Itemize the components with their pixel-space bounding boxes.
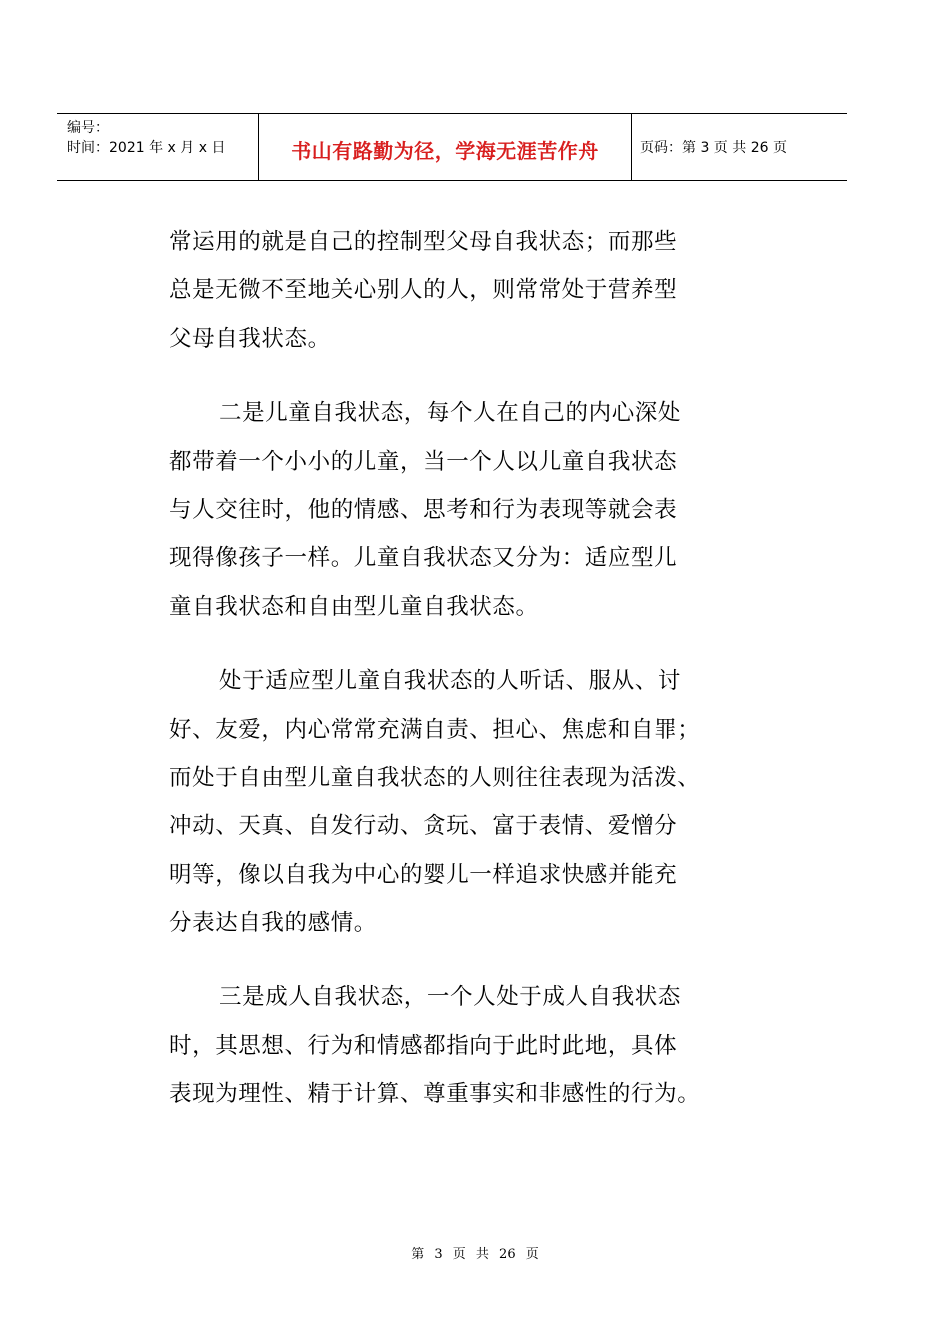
header-page-cell — [632, 114, 847, 180]
text-line-content: 二是儿童自我状态，每个人在自己的内心深处 — [219, 400, 682, 427]
text-line: 好、友爱，内心常常充满自责、担心、焦虑和自罪； — [169, 716, 701, 743]
text-line: 而处于自由型儿童自我状态的人则往往表现为活泼、 — [169, 764, 701, 791]
text-line: 冲动、天真、自发行动、贪玩、富于表情、爱憎分 — [169, 813, 678, 840]
text-line: 明等，像以自我为中心的婴儿一样追求快感并能充 — [169, 861, 678, 888]
text-line-first — [169, 973, 769, 1021]
header-motto: 书山有路勤为径，学海无涯苦作舟 — [291, 138, 599, 163]
text-line: 时，其思想、行为和情感都指向于此时此地，具体 — [169, 1032, 678, 1059]
header-page-code: 页码：第 3 页 共 26 页 — [640, 140, 787, 156]
text-line: 与人交往时，他的情感、思考和行为表现等就会表 — [169, 496, 678, 523]
text-line: 总是无微不至地关心别人的人，则常常处于营养型 — [169, 277, 678, 304]
page-footer — [0, 1243, 950, 1262]
document-header — [57, 113, 847, 181]
text-line: 常运用的就是自己的控制型父母自我状态；而那些 — [169, 229, 678, 255]
text-line: 分表达自我的感情。 — [169, 910, 377, 937]
text-line: 现得像孩子一样。儿童自我状态又分为：适应型儿 — [169, 545, 678, 572]
paragraph-3 — [169, 657, 769, 947]
footer-page-number: 第 3 页 共 26 页 — [411, 1247, 539, 1262]
text-line: 父母自我状态。 — [169, 325, 331, 352]
text-line: 童自我状态和自由型儿童自我状态。 — [169, 593, 539, 620]
text-line-first — [169, 657, 769, 705]
document-body — [169, 218, 769, 1145]
paragraph-4 — [169, 973, 769, 1118]
header-info-cell — [57, 114, 259, 180]
text-line: 都带着一个小小的儿童，当一个人以儿童自我状态 — [169, 448, 678, 475]
text-line-content: 三是成人自我状态，一个人处于成人自我状态 — [219, 984, 682, 1011]
header-number-label: 编号： — [67, 120, 109, 136]
text-line-first — [169, 389, 769, 437]
text-line: 表现为理性、精于计算、尊重事实和非感性的行为。 — [169, 1081, 701, 1108]
header-time-label: 时间：2021 年 x 月 x 日 — [67, 140, 226, 156]
text-line-content: 处于适应型儿童自我状态的人听话、服从、讨 — [219, 668, 682, 695]
paragraph-1 — [169, 218, 769, 363]
header-motto-cell — [259, 114, 632, 180]
paragraph-2 — [169, 389, 769, 631]
